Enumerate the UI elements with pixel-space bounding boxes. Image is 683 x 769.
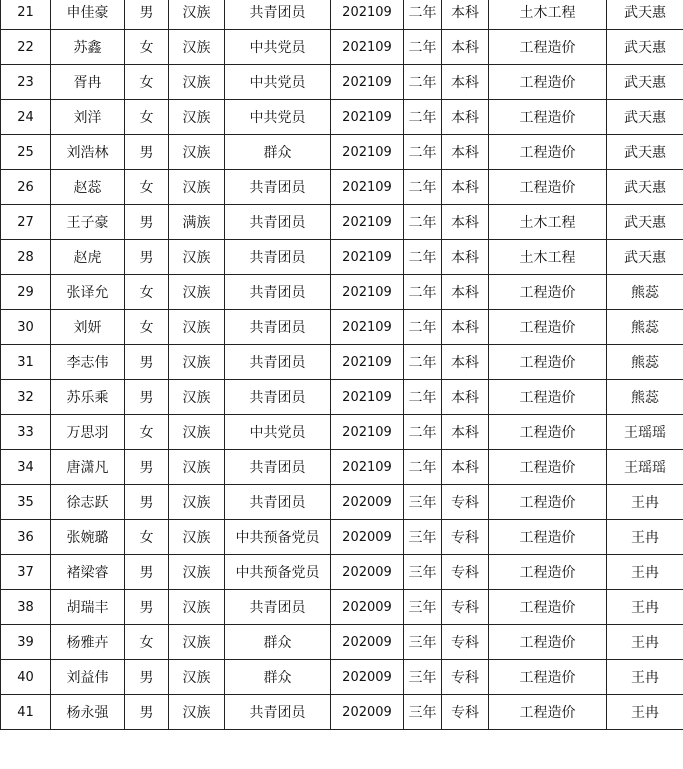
ethnicity-cell: 汉族 bbox=[169, 30, 225, 65]
enrollment-date-cell: 202009 bbox=[331, 485, 404, 520]
political-status-cell: 群众 bbox=[225, 135, 331, 170]
grade-cell: 三年 bbox=[404, 520, 442, 555]
degree-level-cell: 专科 bbox=[442, 625, 489, 660]
gender-cell: 女 bbox=[125, 275, 169, 310]
row-number-cell: 28 bbox=[1, 240, 51, 275]
table-row bbox=[1, 345, 683, 380]
name-cell: 张婉璐 bbox=[51, 520, 125, 555]
gender-cell: 女 bbox=[125, 65, 169, 100]
degree-level-cell: 专科 bbox=[442, 520, 489, 555]
ethnicity-cell: 汉族 bbox=[169, 485, 225, 520]
grade-cell: 二年 bbox=[404, 205, 442, 240]
major-cell: 土木工程 bbox=[489, 205, 607, 240]
enrollment-date-cell: 202109 bbox=[331, 380, 404, 415]
ethnicity-cell: 汉族 bbox=[169, 660, 225, 695]
name-cell: 张译允 bbox=[51, 275, 125, 310]
political-status-cell: 中共党员 bbox=[225, 100, 331, 135]
enrollment-date-cell: 202009 bbox=[331, 520, 404, 555]
table-row bbox=[1, 450, 683, 485]
gender-cell: 女 bbox=[125, 170, 169, 205]
advisor-cell: 王冉 bbox=[607, 590, 683, 625]
advisor-cell: 王冉 bbox=[607, 485, 683, 520]
political-status-cell: 共青团员 bbox=[225, 485, 331, 520]
ethnicity-cell: 汉族 bbox=[169, 520, 225, 555]
row-number-cell: 35 bbox=[1, 485, 51, 520]
major-cell: 工程造价 bbox=[489, 520, 607, 555]
major-cell: 工程造价 bbox=[489, 695, 607, 730]
major-cell: 工程造价 bbox=[489, 30, 607, 65]
ethnicity-cell: 汉族 bbox=[169, 0, 225, 30]
enrollment-date-cell: 202109 bbox=[331, 240, 404, 275]
row-number-cell: 38 bbox=[1, 590, 51, 625]
degree-level-cell: 专科 bbox=[442, 695, 489, 730]
table-row bbox=[1, 520, 683, 555]
table-row bbox=[1, 65, 683, 100]
name-cell: 唐潇凡 bbox=[51, 450, 125, 485]
row-number-cell: 34 bbox=[1, 450, 51, 485]
grade-cell: 三年 bbox=[404, 590, 442, 625]
ethnicity-cell: 汉族 bbox=[169, 590, 225, 625]
enrollment-date-cell: 202109 bbox=[331, 275, 404, 310]
enrollment-date-cell: 202109 bbox=[331, 135, 404, 170]
political-status-cell: 共青团员 bbox=[225, 170, 331, 205]
major-cell: 工程造价 bbox=[489, 310, 607, 345]
enrollment-date-cell: 202009 bbox=[331, 695, 404, 730]
major-cell: 工程造价 bbox=[489, 380, 607, 415]
grade-cell: 二年 bbox=[404, 240, 442, 275]
gender-cell: 女 bbox=[125, 415, 169, 450]
enrollment-date-cell: 202109 bbox=[331, 205, 404, 240]
advisor-cell: 王瑶瑶 bbox=[607, 450, 683, 485]
degree-level-cell: 本科 bbox=[442, 345, 489, 380]
table-row bbox=[1, 0, 683, 30]
political-status-cell: 中共预备党员 bbox=[225, 555, 331, 590]
gender-cell: 男 bbox=[125, 205, 169, 240]
row-number-cell: 33 bbox=[1, 415, 51, 450]
table-row bbox=[1, 240, 683, 275]
major-cell: 工程造价 bbox=[489, 100, 607, 135]
table-row bbox=[1, 590, 683, 625]
political-status-cell: 共青团员 bbox=[225, 695, 331, 730]
major-cell: 土木工程 bbox=[489, 240, 607, 275]
degree-level-cell: 本科 bbox=[442, 170, 489, 205]
gender-cell: 女 bbox=[125, 625, 169, 660]
gender-cell: 男 bbox=[125, 0, 169, 30]
table-row bbox=[1, 170, 683, 205]
advisor-cell: 武天惠 bbox=[607, 100, 683, 135]
political-status-cell: 共青团员 bbox=[225, 275, 331, 310]
row-number-cell: 26 bbox=[1, 170, 51, 205]
advisor-cell: 王冉 bbox=[607, 695, 683, 730]
name-cell: 李志伟 bbox=[51, 345, 125, 380]
enrollment-date-cell: 202109 bbox=[331, 170, 404, 205]
grade-cell: 三年 bbox=[404, 485, 442, 520]
advisor-cell: 熊蕊 bbox=[607, 345, 683, 380]
gender-cell: 女 bbox=[125, 310, 169, 345]
row-number-cell: 40 bbox=[1, 660, 51, 695]
degree-level-cell: 本科 bbox=[442, 100, 489, 135]
grade-cell: 二年 bbox=[404, 65, 442, 100]
ethnicity-cell: 满族 bbox=[169, 205, 225, 240]
name-cell: 王子豪 bbox=[51, 205, 125, 240]
table-row bbox=[1, 100, 683, 135]
gender-cell: 女 bbox=[125, 520, 169, 555]
political-status-cell: 共青团员 bbox=[225, 590, 331, 625]
name-cell: 苏乐乘 bbox=[51, 380, 125, 415]
enrollment-date-cell: 202009 bbox=[331, 660, 404, 695]
ethnicity-cell: 汉族 bbox=[169, 555, 225, 590]
grade-cell: 二年 bbox=[404, 275, 442, 310]
degree-level-cell: 本科 bbox=[442, 135, 489, 170]
grade-cell: 二年 bbox=[404, 345, 442, 380]
gender-cell: 女 bbox=[125, 100, 169, 135]
degree-level-cell: 专科 bbox=[442, 555, 489, 590]
enrollment-date-cell: 202109 bbox=[331, 65, 404, 100]
table-row bbox=[1, 30, 683, 65]
name-cell: 胥冉 bbox=[51, 65, 125, 100]
degree-level-cell: 专科 bbox=[442, 590, 489, 625]
ethnicity-cell: 汉族 bbox=[169, 380, 225, 415]
degree-level-cell: 本科 bbox=[442, 380, 489, 415]
name-cell: 胡瑞丰 bbox=[51, 590, 125, 625]
advisor-cell: 武天惠 bbox=[607, 205, 683, 240]
grade-cell: 二年 bbox=[404, 310, 442, 345]
grade-cell: 二年 bbox=[404, 135, 442, 170]
name-cell: 申佳豪 bbox=[51, 0, 125, 30]
row-number-cell: 29 bbox=[1, 275, 51, 310]
political-status-cell: 共青团员 bbox=[225, 450, 331, 485]
name-cell: 杨雅卉 bbox=[51, 625, 125, 660]
advisor-cell: 熊蕊 bbox=[607, 380, 683, 415]
table-row bbox=[1, 135, 683, 170]
major-cell: 工程造价 bbox=[489, 170, 607, 205]
ethnicity-cell: 汉族 bbox=[169, 65, 225, 100]
row-number-cell: 37 bbox=[1, 555, 51, 590]
gender-cell: 男 bbox=[125, 695, 169, 730]
degree-level-cell: 本科 bbox=[442, 65, 489, 100]
ethnicity-cell: 汉族 bbox=[169, 275, 225, 310]
gender-cell: 男 bbox=[125, 660, 169, 695]
name-cell: 褚梁睿 bbox=[51, 555, 125, 590]
advisor-cell: 熊蕊 bbox=[607, 275, 683, 310]
degree-level-cell: 专科 bbox=[442, 485, 489, 520]
political-status-cell: 共青团员 bbox=[225, 0, 331, 30]
row-number-cell: 23 bbox=[1, 65, 51, 100]
name-cell: 徐志跃 bbox=[51, 485, 125, 520]
political-status-cell: 群众 bbox=[225, 625, 331, 660]
row-number-cell: 24 bbox=[1, 100, 51, 135]
advisor-cell: 武天惠 bbox=[607, 65, 683, 100]
ethnicity-cell: 汉族 bbox=[169, 310, 225, 345]
name-cell: 赵虎 bbox=[51, 240, 125, 275]
table-row bbox=[1, 380, 683, 415]
gender-cell: 男 bbox=[125, 240, 169, 275]
name-cell: 苏鑫 bbox=[51, 30, 125, 65]
row-number-cell: 31 bbox=[1, 345, 51, 380]
gender-cell: 男 bbox=[125, 590, 169, 625]
political-status-cell: 中共预备党员 bbox=[225, 520, 331, 555]
enrollment-date-cell: 202009 bbox=[331, 590, 404, 625]
enrollment-date-cell: 202109 bbox=[331, 100, 404, 135]
ethnicity-cell: 汉族 bbox=[169, 135, 225, 170]
major-cell: 工程造价 bbox=[489, 625, 607, 660]
row-number-cell: 36 bbox=[1, 520, 51, 555]
degree-level-cell: 本科 bbox=[442, 240, 489, 275]
enrollment-date-cell: 202109 bbox=[331, 415, 404, 450]
grade-cell: 二年 bbox=[404, 100, 442, 135]
grade-cell: 二年 bbox=[404, 415, 442, 450]
advisor-cell: 王冉 bbox=[607, 555, 683, 590]
degree-level-cell: 专科 bbox=[442, 660, 489, 695]
name-cell: 刘益伟 bbox=[51, 660, 125, 695]
row-number-cell: 32 bbox=[1, 380, 51, 415]
gender-cell: 男 bbox=[125, 135, 169, 170]
gender-cell: 男 bbox=[125, 450, 169, 485]
gender-cell: 男 bbox=[125, 485, 169, 520]
row-number-cell: 22 bbox=[1, 30, 51, 65]
major-cell: 工程造价 bbox=[489, 660, 607, 695]
name-cell: 赵蕊 bbox=[51, 170, 125, 205]
advisor-cell: 武天惠 bbox=[607, 30, 683, 65]
political-status-cell: 共青团员 bbox=[225, 310, 331, 345]
enrollment-date-cell: 202009 bbox=[331, 625, 404, 660]
political-status-cell: 共青团员 bbox=[225, 345, 331, 380]
enrollment-date-cell: 202109 bbox=[331, 310, 404, 345]
advisor-cell: 武天惠 bbox=[607, 0, 683, 30]
advisor-cell: 武天惠 bbox=[607, 240, 683, 275]
row-number-cell: 30 bbox=[1, 310, 51, 345]
ethnicity-cell: 汉族 bbox=[169, 415, 225, 450]
gender-cell: 男 bbox=[125, 380, 169, 415]
advisor-cell: 王冉 bbox=[607, 625, 683, 660]
table-row bbox=[1, 415, 683, 450]
degree-level-cell: 本科 bbox=[442, 0, 489, 30]
row-number-cell: 21 bbox=[1, 0, 51, 30]
table-row bbox=[1, 310, 683, 345]
row-number-cell: 25 bbox=[1, 135, 51, 170]
political-status-cell: 中共党员 bbox=[225, 65, 331, 100]
political-status-cell: 群众 bbox=[225, 660, 331, 695]
grade-cell: 三年 bbox=[404, 625, 442, 660]
advisor-cell: 武天惠 bbox=[607, 170, 683, 205]
name-cell: 刘妍 bbox=[51, 310, 125, 345]
advisor-cell: 王冉 bbox=[607, 660, 683, 695]
ethnicity-cell: 汉族 bbox=[169, 100, 225, 135]
table-body bbox=[1, 0, 683, 730]
enrollment-date-cell: 202109 bbox=[331, 345, 404, 380]
gender-cell: 女 bbox=[125, 30, 169, 65]
gender-cell: 男 bbox=[125, 555, 169, 590]
major-cell: 工程造价 bbox=[489, 485, 607, 520]
political-status-cell: 中共党员 bbox=[225, 30, 331, 65]
degree-level-cell: 本科 bbox=[442, 275, 489, 310]
enrollment-date-cell: 202009 bbox=[331, 555, 404, 590]
degree-level-cell: 本科 bbox=[442, 415, 489, 450]
ethnicity-cell: 汉族 bbox=[169, 345, 225, 380]
ethnicity-cell: 汉族 bbox=[169, 450, 225, 485]
table-row bbox=[1, 205, 683, 240]
ethnicity-cell: 汉族 bbox=[169, 695, 225, 730]
advisor-cell: 王瑶瑶 bbox=[607, 415, 683, 450]
enrollment-date-cell: 202109 bbox=[331, 30, 404, 65]
table-row bbox=[1, 625, 683, 660]
ethnicity-cell: 汉族 bbox=[169, 240, 225, 275]
grade-cell: 二年 bbox=[404, 380, 442, 415]
advisor-cell: 熊蕊 bbox=[607, 310, 683, 345]
degree-level-cell: 本科 bbox=[442, 450, 489, 485]
name-cell: 刘洋 bbox=[51, 100, 125, 135]
major-cell: 工程造价 bbox=[489, 345, 607, 380]
political-status-cell: 共青团员 bbox=[225, 380, 331, 415]
row-number-cell: 41 bbox=[1, 695, 51, 730]
grade-cell: 三年 bbox=[404, 660, 442, 695]
major-cell: 工程造价 bbox=[489, 65, 607, 100]
degree-level-cell: 本科 bbox=[442, 310, 489, 345]
advisor-cell: 王冉 bbox=[607, 520, 683, 555]
major-cell: 工程造价 bbox=[489, 135, 607, 170]
gender-cell: 男 bbox=[125, 345, 169, 380]
major-cell: 工程造价 bbox=[489, 555, 607, 590]
name-cell: 万思羽 bbox=[51, 415, 125, 450]
grade-cell: 二年 bbox=[404, 450, 442, 485]
major-cell: 工程造价 bbox=[489, 450, 607, 485]
degree-level-cell: 本科 bbox=[442, 205, 489, 240]
name-cell: 刘浩林 bbox=[51, 135, 125, 170]
degree-level-cell: 本科 bbox=[442, 30, 489, 65]
row-number-cell: 39 bbox=[1, 625, 51, 660]
grade-cell: 二年 bbox=[404, 30, 442, 65]
table-row bbox=[1, 695, 683, 730]
political-status-cell: 共青团员 bbox=[225, 240, 331, 275]
grade-cell: 二年 bbox=[404, 0, 442, 30]
name-cell: 杨永强 bbox=[51, 695, 125, 730]
major-cell: 工程造价 bbox=[489, 415, 607, 450]
ethnicity-cell: 汉族 bbox=[169, 170, 225, 205]
ethnicity-cell: 汉族 bbox=[169, 625, 225, 660]
major-cell: 土木工程 bbox=[489, 0, 607, 30]
grade-cell: 三年 bbox=[404, 555, 442, 590]
enrollment-date-cell: 202109 bbox=[331, 450, 404, 485]
advisor-cell: 武天惠 bbox=[607, 135, 683, 170]
table-row bbox=[1, 660, 683, 695]
row-number-cell: 27 bbox=[1, 205, 51, 240]
political-status-cell: 中共党员 bbox=[225, 415, 331, 450]
table-row bbox=[1, 485, 683, 520]
table-row bbox=[1, 555, 683, 590]
major-cell: 工程造价 bbox=[489, 275, 607, 310]
grade-cell: 三年 bbox=[404, 695, 442, 730]
political-status-cell: 共青团员 bbox=[225, 205, 331, 240]
table-row bbox=[1, 275, 683, 310]
major-cell: 工程造价 bbox=[489, 590, 607, 625]
grade-cell: 二年 bbox=[404, 170, 442, 205]
enrollment-date-cell: 202109 bbox=[331, 0, 404, 30]
